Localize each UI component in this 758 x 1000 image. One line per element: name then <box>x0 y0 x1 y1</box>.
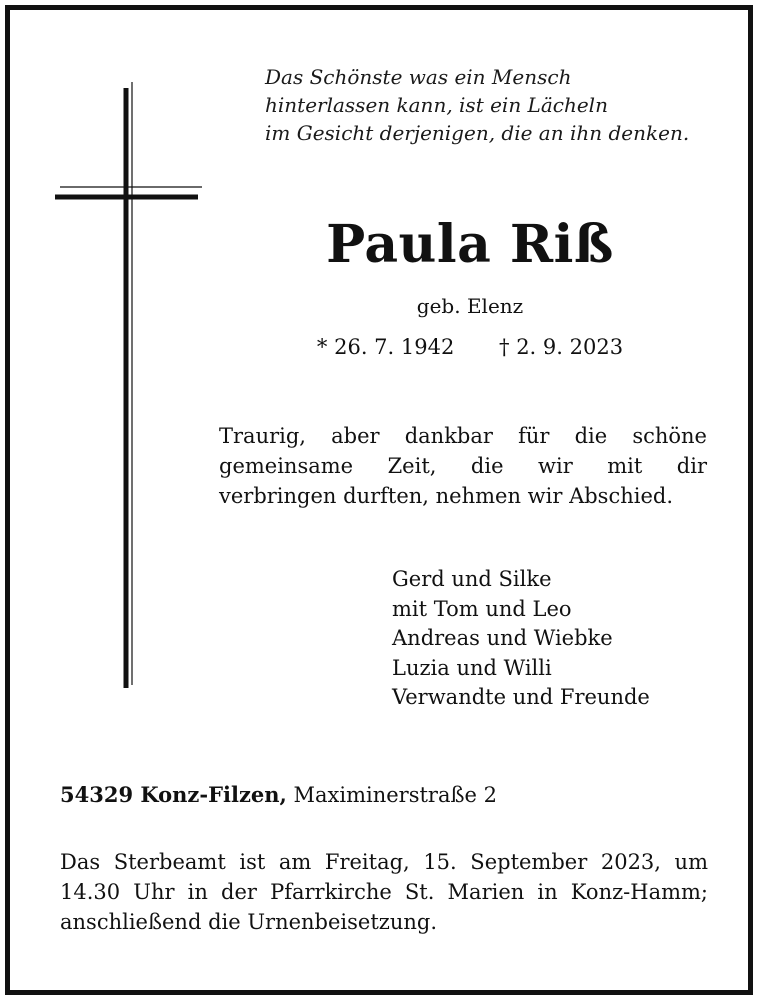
mourner-entry: mit Tom und Leo <box>392 596 572 621</box>
quote-line: im Gesicht derjenigen, die an ihn denken. <box>265 121 690 145</box>
service-line: Das Sterbeamt ist am Freitag, 15. September 2023, um <box>60 850 708 874</box>
life-dates <box>220 332 720 362</box>
farewell-text <box>219 421 707 511</box>
death-date: † 2. 9. 2023 <box>499 335 624 359</box>
cross-icon <box>52 80 212 700</box>
memorial-quote <box>265 63 735 147</box>
mourner-entry: Verwandte und Freunde <box>392 685 650 709</box>
birth-date: * 26. 7. 1942 <box>316 335 455 359</box>
mourner-entry: Gerd und Silke <box>392 567 552 591</box>
address-street: Maximinerstraße 2 <box>293 783 497 807</box>
address-city: 54329 Konz-Filzen, <box>60 782 287 807</box>
quote-line: hinterlassen kann, ist ein Lächeln <box>265 93 608 117</box>
service-line: anschließend die Urnenbeisetzung. <box>60 910 438 934</box>
farewell-line: gemeinsame Zeit, die wir mit dir <box>219 454 707 478</box>
mourner-entry: Luzia und Willi <box>392 655 552 680</box>
mourner-entry: Andreas und Wiebke <box>392 626 613 650</box>
farewell-line: Traurig, aber dankbar für die schöne <box>219 424 707 448</box>
birth-name: geb. Elenz <box>416 294 524 318</box>
family-address <box>60 780 720 810</box>
funeral-service-notice <box>60 847 708 937</box>
service-line: 14.30 Uhr in der Pfarrkirche St. Marien in Konz-Hamm; <box>60 880 708 904</box>
farewell-line: verbringen durften, nehmen wir Abschied. <box>219 484 674 508</box>
deceased-name: Paula Riß <box>326 214 614 275</box>
quote-line: Das Schönste was ein Mensch <box>265 65 572 89</box>
mourners-list <box>392 565 732 713</box>
